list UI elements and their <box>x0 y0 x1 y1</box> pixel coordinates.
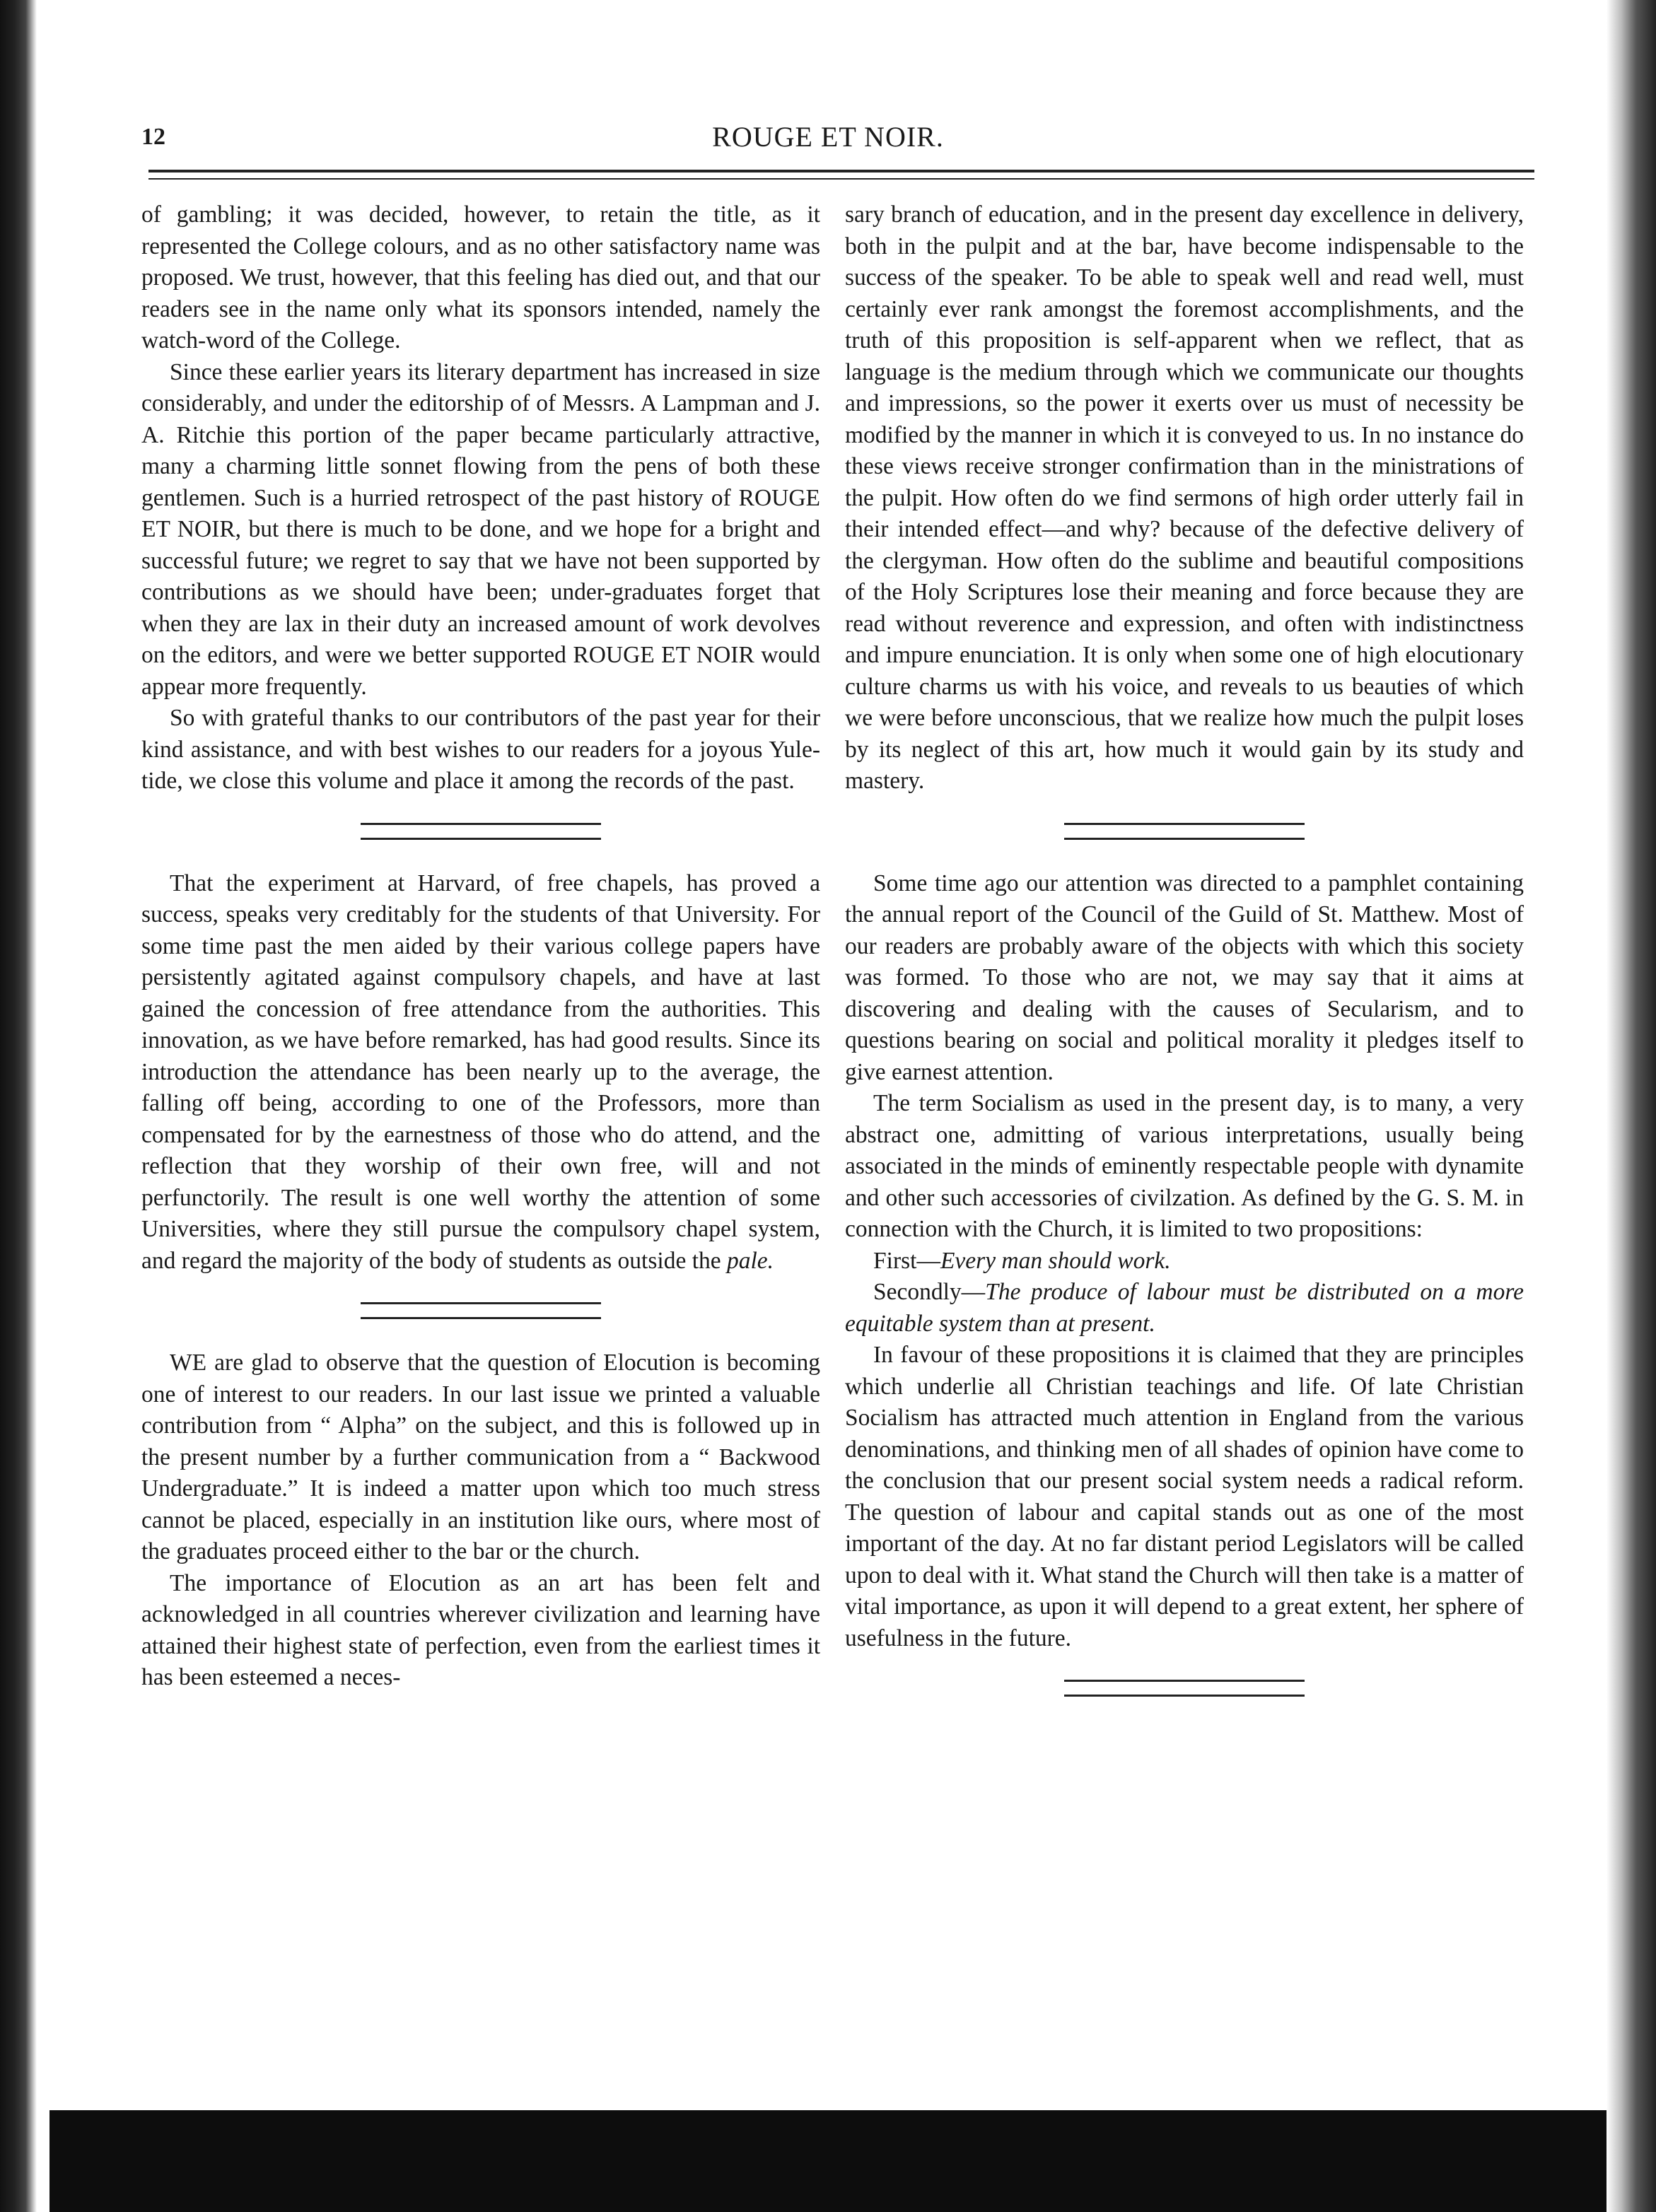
paragraph: Some time ago our attention was directed to a pamphlet containing the annual report of the Council of the Guild of St. Matthew. Most of our readers are probably aware of the objects with which this society was formed. To those who are not, we may say that it aims at discovering and dealing with the causes of Secularism, and to questions bearing on social and political morality it pledges itself to give earnest attention. <box>845 870 1524 1085</box>
right-column <box>845 199 1524 1725</box>
page-number: 12 <box>141 124 165 150</box>
section-divider <box>361 1302 601 1319</box>
paragraph: The importance of Elocution as an art has been felt and acknowledged in all countries wherever civilization and learning have attained their highest state of perfection, even from the earliest times it has been esteemed a neces- <box>141 1569 820 1690</box>
paragraph-text: are glad to observe that the question of Elocution is becoming one of interest to our readers. In our last issue we printed a valuable contribution from “ Alpha” on the subject, and this is followed up in the present number by a further communication from a “ Backwood Undergraduate.” It is indeed a matter upon which too much stress cannot be placed, especially in an institution like ours, where most of the graduates proceed either to the bar or the church. <box>141 1350 820 1564</box>
scan-edge-right <box>1607 0 1656 2212</box>
proposition-first <box>845 1246 1524 1277</box>
paragraph: The term Socialism as used in the present day, is to many, a very abstract one, admitting of various interpretations, usually being associated in the minds of eminently respectable people with dynamite and other such accessories of civilzation. As defined by the G. S. M. in connection with the Church, it is limited to two propositions: <box>845 1090 1524 1242</box>
section-divider <box>1064 1680 1305 1697</box>
left-column <box>141 199 820 1694</box>
proposition-label: Secondly— <box>873 1279 986 1305</box>
scan-edge-bottom <box>49 2110 1607 2212</box>
proposition-second <box>845 1277 1524 1340</box>
paragraph-end-italic: pale. <box>727 1247 774 1274</box>
proposition-text: Every man should work. <box>940 1247 1171 1274</box>
section-divider <box>1064 823 1305 840</box>
paragraph <box>141 868 820 1277</box>
proposition-text: The produce of labour must be distributed on a more equitable system than at present. <box>845 1279 1524 1337</box>
paragraph: Since these earlier years its literary department has increased in size considerably, and under the editorship of of Messrs. A Lampman and J. A. Ritchie this portion of the paper became particularly attractive, many a charming little sonnet flowing from the pens of both these gentlemen. Such is a hurried retrospect of the past history of ROUGE ET NOIR, but there is much to be done, and we hope for a bright and successful future; we regret to say that we have not been supported by contributions as we should have been; under-graduates forget that when they are lax in their duty an increased amount of work devolves on the editors, and were we better supported ROUGE ET NOIR would appear more frequently. <box>141 358 820 700</box>
paragraph: In favour of these propositions it is claimed that they are principles which underlie all Christian teachings and life. Of late Christian Socialism has attracted much attention in England from the various denominations, and thinking men of all shades of opinion have come to the conclusion that our present social system needs a radical reform. The question of labour and capital stands out as one of the most important of the day. At no far distant period Legislators will be called upon to deal with it. What stand the Church will then take is a matter of vital importance, as upon it will depend to a great extent, her sphere of usefulness in the future. <box>845 1342 1524 1651</box>
section-divider <box>361 823 601 840</box>
paragraph: So with grateful thanks to our contributors of the past year for their kind assistance, and with best wishes to our readers for a joyous Yule-tide, we close this volume and place it among the records of the past. <box>141 705 820 794</box>
drop-lead: WE <box>170 1350 207 1376</box>
paragraph: of gambling; it was decided, however, to retain the title, as it represented the College colours, and as no other satisfactory name was proposed. We trust, however, that this feeling has died out, and that our readers see in the name only what its sponsors intended, namely the watch-word of the College. <box>141 201 820 353</box>
proposition-label: First— <box>873 1247 940 1274</box>
scan-edge-left <box>0 0 37 2212</box>
page-header-title: ROUGE ET NOIR. <box>712 121 944 153</box>
paragraph <box>141 1347 820 1568</box>
header-double-rule <box>148 170 1534 180</box>
paragraph: sary branch of education, and in the present day excellence in delivery, both in the pulpit and at the bar, have become indispensable to the success of the speaker. To be able to speak well and read well, must certainly ever rank amongst the foremost accomplishments, and the truth of this proposition is self-apparent when we reflect, that as language is the medium through which we communicate our thoughts and impressions, so the power it exerts over us must of necessity be modified by the manner in which it is conveyed to us. In no instance do these views receive stronger confirmation than in the ministrations of the pulpit. How often do we find sermons of high order utterly fail in their intended effect—and why? because of the defective delivery of the clergyman. How often do the sublime and beautiful compositions of the Holy Scriptures lose their meaning and force because they are read without reverence and expression, and often with indistinctness and impure enunciation. It is only when some one of high elocutionary culture charms us with his voice, and reveals to us beauties of which we were before unconscious, that we realize how much the pulpit loses by its neglect of this art, how much it would gain by its study and mastery. <box>845 201 1524 794</box>
paragraph-text: That the experiment at Harvard, of free chapels, has proved a success, speaks very creditably for the students of that University. For some time past the men aided by their various college papers have persistently agitated against compulsory chapels, and have at last gained the concession of free attendance from the authorities. This innovation, as we have before remarked, has had good results. Since its introduction the attendance has been nearly up to the average, the falling off being, according to one of the Professors, more than compensated for by the earnestness of those who do attend, and the reflection that they worship of their own free, will and not perfunctorily. The result is one well worthy the attention of some Universities, where they still pursue the compulsory chapel system, and regard the majority of the body of students as outside the <box>141 870 820 1274</box>
